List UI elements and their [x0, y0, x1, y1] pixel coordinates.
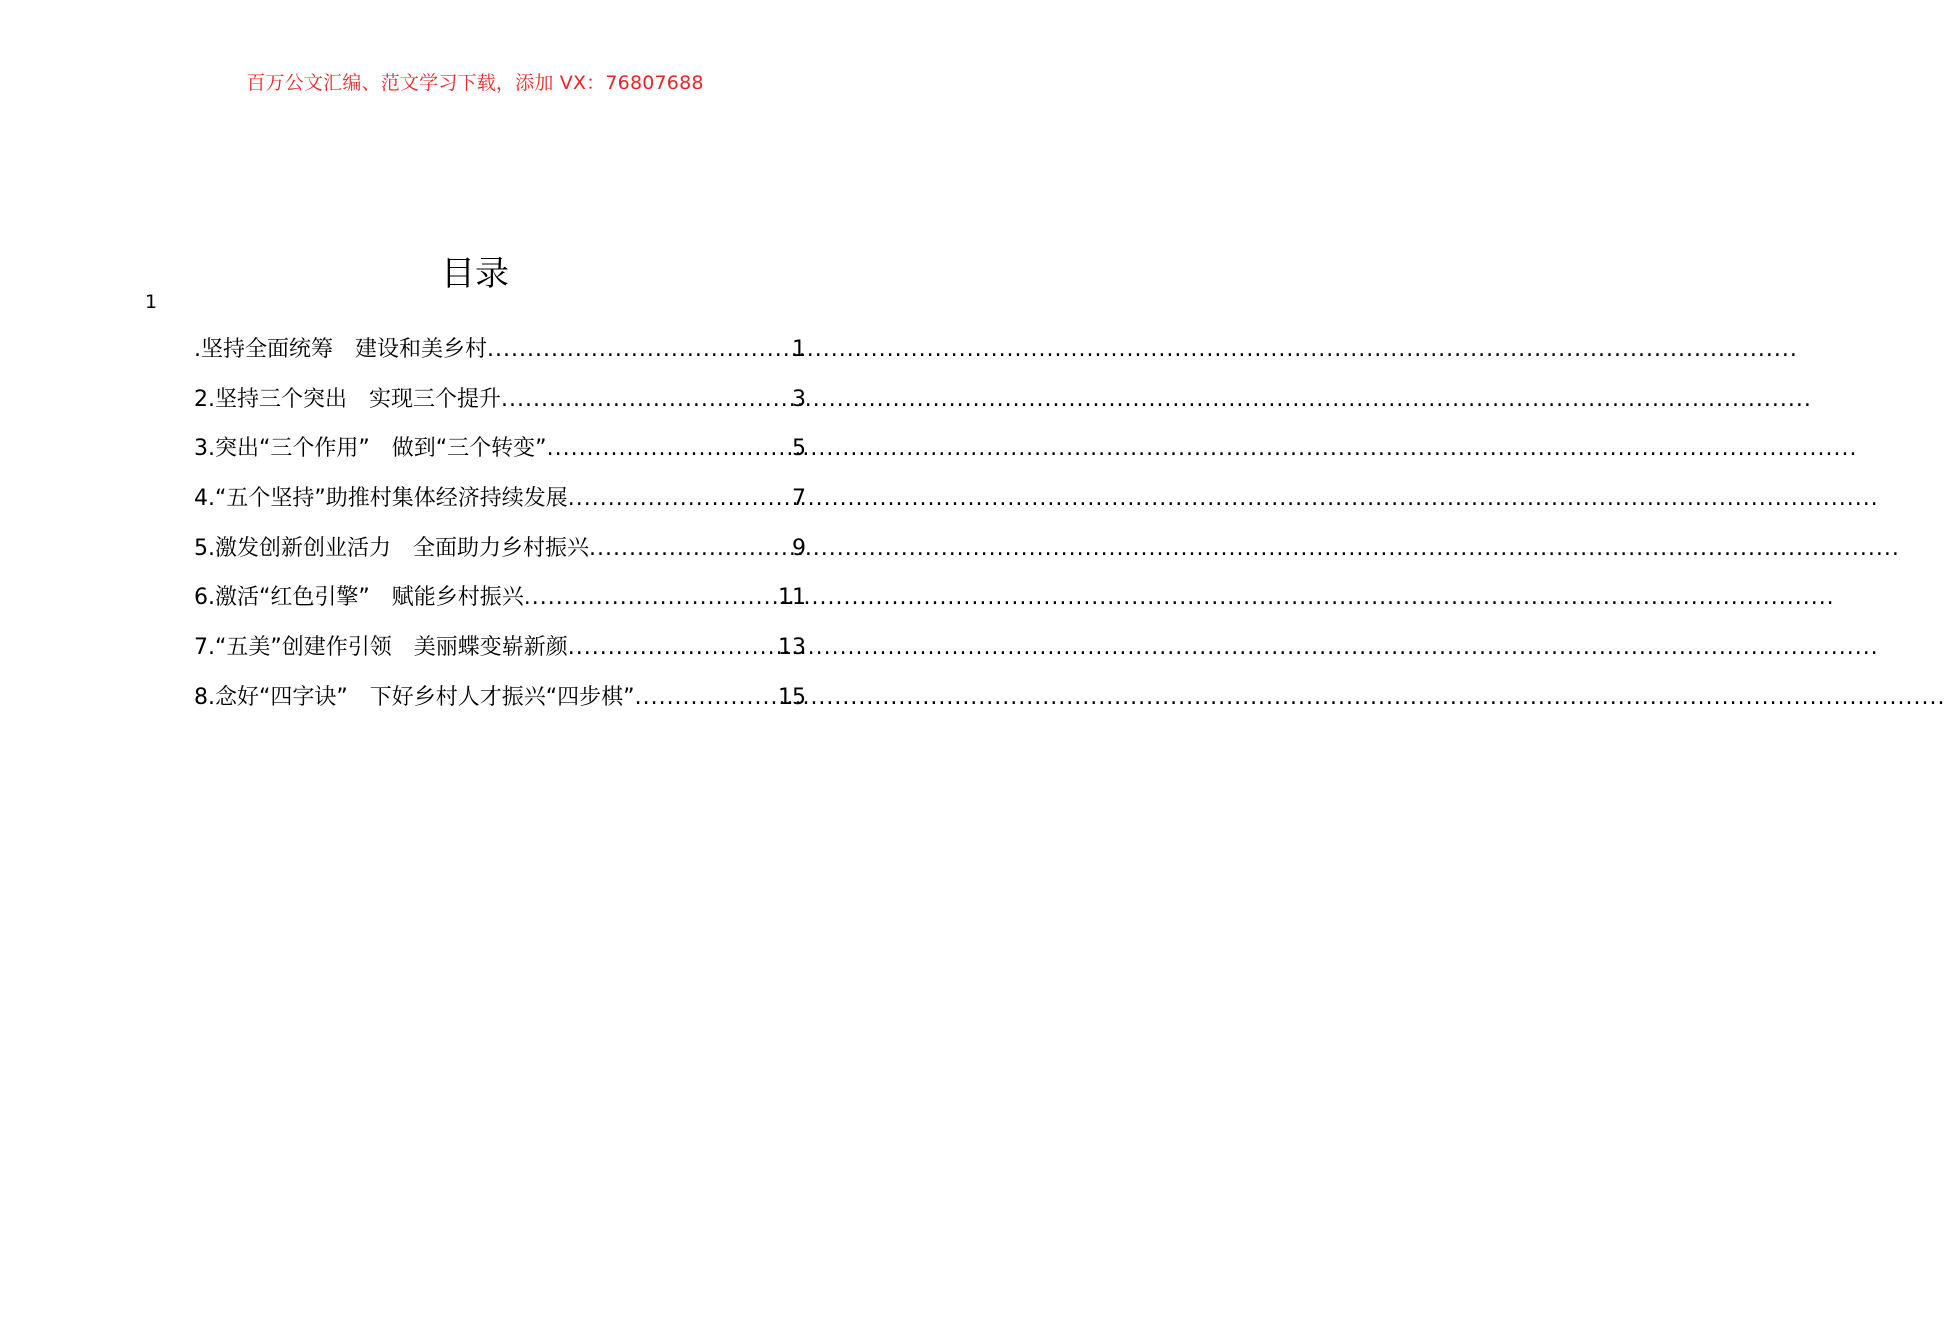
toc-entry-page: 7 — [792, 486, 806, 512]
toc-leader-dots — [501, 383, 791, 417]
toc-entry-page: 15 — [778, 684, 806, 710]
toc-stray-mark: 1 — [145, 291, 158, 313]
toc-entry[interactable] — [194, 432, 806, 482]
toc-entry-page: 13 — [778, 635, 806, 661]
toc-entry-title: 3.突出“三个作用” 做到“三个转变” — [194, 436, 547, 462]
toc-entry-title: 4.“五个坚持”助推村集体经济持续发展 — [194, 486, 568, 512]
toc-leader-dots — [568, 631, 777, 665]
toc-entry-title: 8.念好“四字诀” 下好乡村人才振兴“四步棋” — [194, 684, 635, 710]
toc-leader-dots — [547, 432, 791, 466]
toc-entry-page: 11 — [778, 585, 806, 611]
toc-entry[interactable] — [194, 532, 806, 582]
toc-entry-title: 6.激活“红色引擎” 赋能乡村振兴 — [194, 585, 524, 611]
toc-leader-dots — [524, 581, 777, 615]
toc-leader-dots — [635, 681, 777, 715]
toc-entry-page: 1 — [792, 337, 806, 362]
toc-leader-dots — [568, 482, 791, 516]
toc-entry[interactable] — [194, 482, 806, 532]
toc-leader-dots — [589, 532, 791, 566]
toc-entry[interactable] — [194, 333, 806, 383]
header-note: 百万公文汇编、范文学习下载，添加 VX：76807688 — [246, 72, 704, 94]
toc-entry-title: 7.“五美”创建作引领 美丽蝶变崭新颜 — [194, 635, 568, 661]
toc-entry-page: 5 — [792, 436, 806, 462]
toc-entry[interactable] — [194, 383, 806, 433]
toc-entry-title: 2.坚持三个突出 实现三个提升 — [194, 386, 501, 412]
toc-entry[interactable] — [194, 581, 806, 631]
toc-entry[interactable] — [194, 681, 806, 731]
toc-list — [194, 333, 806, 731]
toc-leader-dots — [487, 333, 791, 367]
toc-entry-title: .坚持全面统筹 建设和美乡村 — [194, 337, 487, 362]
toc-entry-title: 5.激发创新创业活力 全面助力乡村振兴 — [194, 535, 589, 561]
toc-title: 目录 — [441, 253, 509, 294]
toc-entry[interactable] — [194, 631, 806, 681]
toc-entry-page: 9 — [792, 535, 806, 561]
toc-entry-page: 3 — [792, 386, 806, 412]
